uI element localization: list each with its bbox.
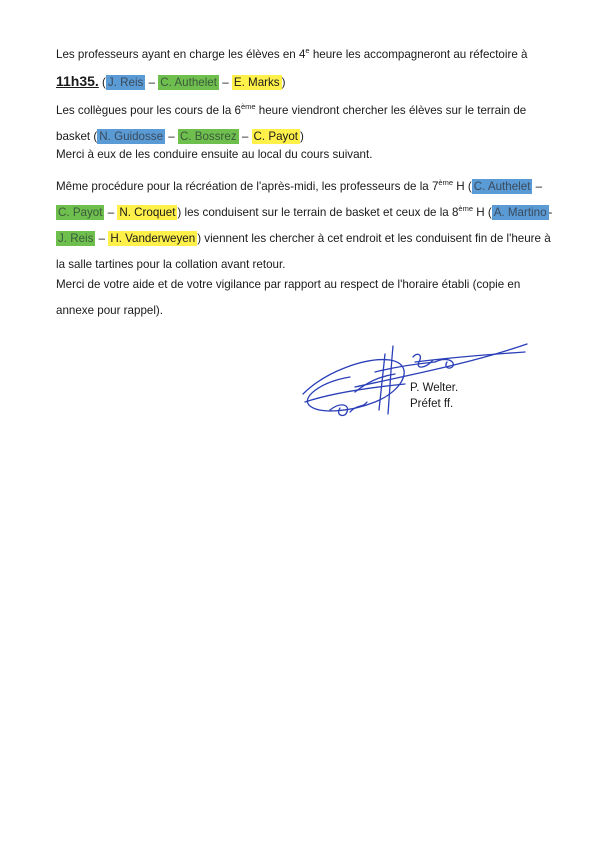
separator: – — [95, 232, 109, 245]
superscript: ème — [240, 102, 256, 111]
text: heure les accompagneront au réfectoire à — [309, 48, 528, 61]
text: Merci à eux de les conduire ensuite au local du cours suivant. — [56, 148, 373, 161]
paragraph-thanks-conduct — [56, 142, 556, 168]
separator: – — [145, 76, 159, 89]
separator: – — [165, 130, 178, 143]
text: ) — [300, 130, 304, 143]
separator: – — [104, 206, 118, 219]
separator: – — [238, 130, 252, 143]
paragraph-refectoire — [56, 42, 556, 96]
teacher-name: E. Marks — [233, 76, 280, 89]
superscript: ème — [438, 178, 454, 187]
superscript: e — [305, 46, 310, 55]
separator: - — [548, 206, 553, 219]
separator: – — [218, 76, 232, 89]
superscript: ème — [458, 204, 473, 213]
teacher-name: N. Croquet — [119, 206, 176, 219]
text: ) les conduisent sur le terrain de basket et ceux de la 8 — [177, 206, 459, 219]
teacher-name: H. Vanderweyen — [110, 232, 196, 245]
separator: – — [532, 180, 543, 193]
teacher-name: N. Guidosse — [99, 130, 164, 143]
time-label: 11h35. — [56, 73, 99, 89]
teacher-name: C. Bossrez — [179, 130, 237, 143]
text: Merci de votre aide et de votre vigilance par rapport au respect de l'horaire établi (copie en annexe pour rappel). — [56, 278, 521, 317]
teacher-name: A. Martino — [493, 206, 547, 219]
paragraph-afternoon — [56, 174, 556, 278]
signature-block — [410, 380, 458, 412]
teacher-name: C. Authelet — [473, 180, 531, 193]
text: ) viennent les chercher à cet endroit et les conduisent fin de l'heure à la salle tartines pour la collation avant retour. — [56, 232, 551, 271]
text: ) — [281, 76, 286, 89]
text: Les professeurs ayant en charge les élèves en 4 — [56, 48, 306, 61]
teacher-name: C. Authelet — [160, 76, 217, 89]
teacher-name: C. Payot — [58, 206, 103, 219]
text: Les collègues pour les cours de la 6 — [56, 104, 241, 117]
teacher-name: C. Payot — [253, 130, 298, 143]
text: heure viendront chercher les élèves sur le terrain de basket ( — [56, 104, 527, 143]
text: H ( — [473, 206, 492, 219]
paragraph-final-thanks — [56, 272, 556, 324]
text: ( — [98, 76, 106, 89]
signer-title: Préfet ff. — [410, 398, 454, 410]
text: Même procédure pour la récréation de l'après-midi, les professeurs de la 7 — [56, 180, 439, 193]
text: H ( — [453, 180, 472, 193]
teacher-name: J. Reis — [58, 232, 94, 245]
teacher-name: J. Reis — [107, 76, 144, 89]
signer-name: P. Welter. — [410, 382, 459, 394]
